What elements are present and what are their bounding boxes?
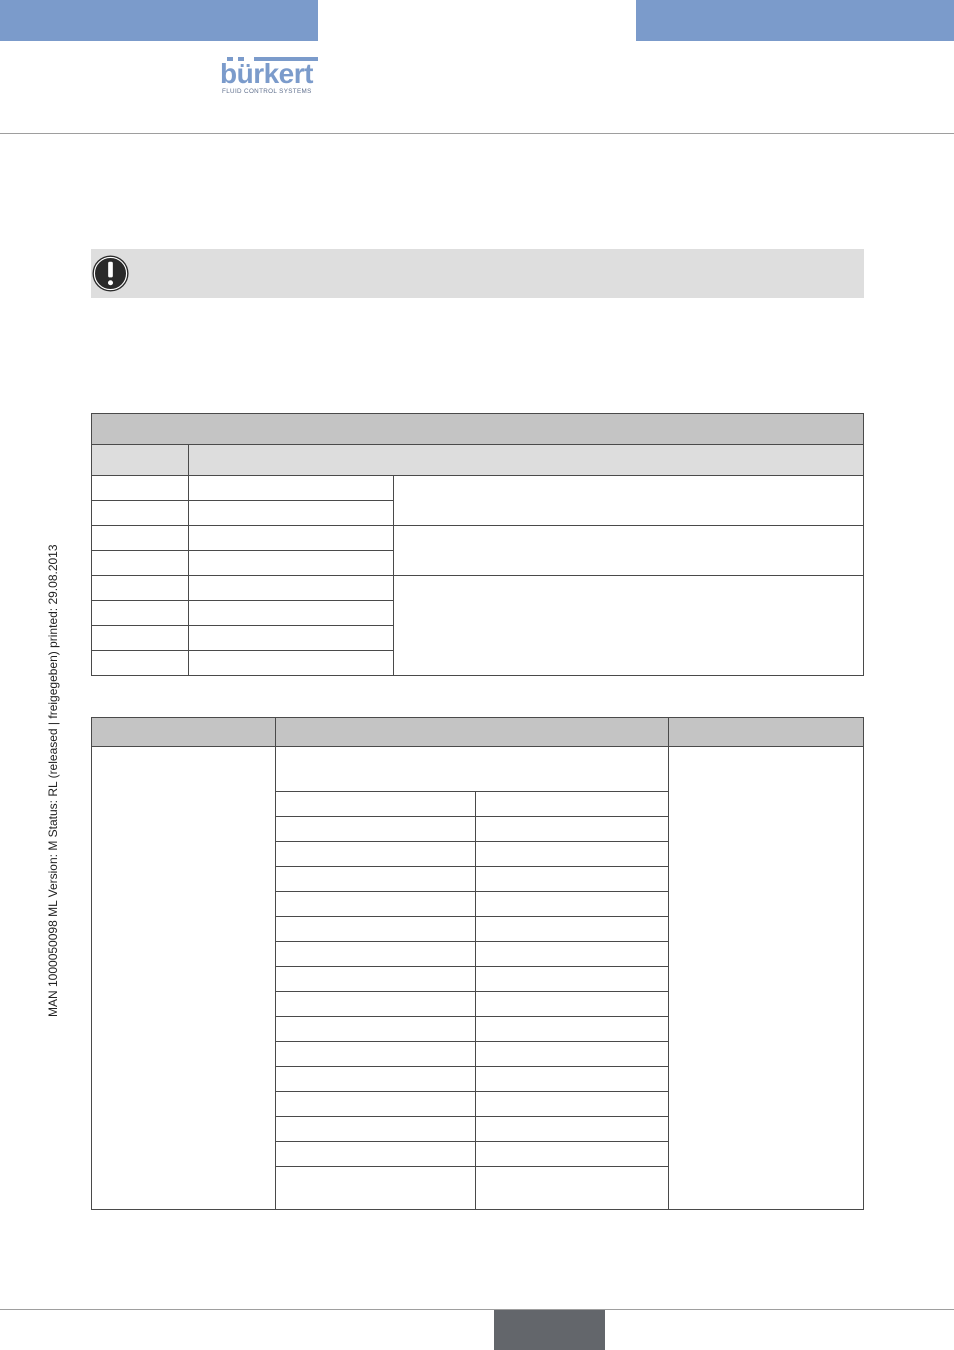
page-number-tab	[494, 1310, 605, 1350]
table-cell	[276, 1042, 476, 1067]
table-cell	[476, 1167, 669, 1210]
table-cell-merged	[394, 526, 864, 576]
table-row	[92, 747, 864, 792]
table-header-cell	[189, 445, 864, 476]
logo-tagline: FLUID CONTROL SYSTEMS	[222, 88, 312, 95]
exclamation-warning-icon	[91, 254, 130, 293]
table-cell	[476, 917, 669, 942]
table-row	[92, 476, 864, 501]
table-cell	[276, 942, 476, 967]
table-cell	[276, 842, 476, 867]
table-cell	[189, 626, 394, 651]
table-header-cell	[669, 718, 864, 747]
table-cell	[476, 817, 669, 842]
table-cell-merged	[92, 747, 276, 1210]
table-title-row	[92, 414, 864, 445]
table-cell	[92, 551, 189, 576]
table-cell	[476, 992, 669, 1017]
table-cell	[476, 1067, 669, 1092]
table-cell	[476, 967, 669, 992]
table-cell	[276, 967, 476, 992]
table-cell	[92, 601, 189, 626]
table-cell	[476, 1142, 669, 1167]
header-divider	[0, 133, 954, 134]
table-cell	[276, 1142, 476, 1167]
table-cell	[92, 414, 864, 445]
table-cell	[189, 551, 394, 576]
table-cell	[92, 526, 189, 551]
table-row	[92, 526, 864, 551]
table-cell	[92, 576, 189, 601]
logo-wordmark: bürkert	[220, 58, 313, 89]
table-cell	[276, 892, 476, 917]
burkert-logo	[221, 57, 321, 97]
header-bar-left	[0, 0, 318, 41]
specification-table-2	[91, 717, 864, 1210]
table-cell	[92, 476, 189, 501]
table-cell	[476, 867, 669, 892]
table-cell	[92, 626, 189, 651]
table-header-cell	[92, 718, 276, 747]
specification-table-1	[91, 413, 864, 676]
important-note-box	[91, 249, 864, 298]
table-cell	[476, 1017, 669, 1042]
table-cell-merged	[669, 747, 864, 1210]
table-cell	[276, 1067, 476, 1092]
table-cell	[276, 917, 476, 942]
table-cell	[276, 992, 476, 1017]
table-cell-merged	[394, 576, 864, 676]
table-cell	[92, 651, 189, 676]
table-cell	[189, 476, 394, 501]
table-cell	[476, 842, 669, 867]
table-header-cell	[276, 718, 669, 747]
table-cell	[189, 651, 394, 676]
table-cell	[476, 1042, 669, 1067]
table-cell	[276, 1167, 476, 1210]
table-cell-merged	[394, 476, 864, 526]
table-cell	[276, 792, 476, 817]
table-cell	[189, 501, 394, 526]
footer-divider	[0, 1309, 954, 1310]
table-cell	[189, 601, 394, 626]
table-cell	[476, 792, 669, 817]
table-header-cell	[92, 445, 189, 476]
table-header-row	[92, 718, 864, 747]
table-cell	[476, 1092, 669, 1117]
table-cell	[276, 867, 476, 892]
table-cell	[276, 1017, 476, 1042]
document-status-sidebar: MAN 1000050098 ML Version: M Status: RL (released | freigegeben) printed: 29.08.2013	[46, 544, 60, 1017]
table-cell	[276, 817, 476, 842]
table-cell	[476, 942, 669, 967]
table-row	[92, 576, 864, 601]
table-cell	[189, 526, 394, 551]
table-cell	[276, 1092, 476, 1117]
table-cell	[276, 1117, 476, 1142]
table-cell	[276, 747, 669, 792]
table-cell	[189, 576, 394, 601]
table-header-row	[92, 445, 864, 476]
table-cell	[476, 1117, 669, 1142]
header-bar-right	[636, 0, 954, 41]
table-cell	[92, 501, 189, 526]
table-cell	[476, 892, 669, 917]
